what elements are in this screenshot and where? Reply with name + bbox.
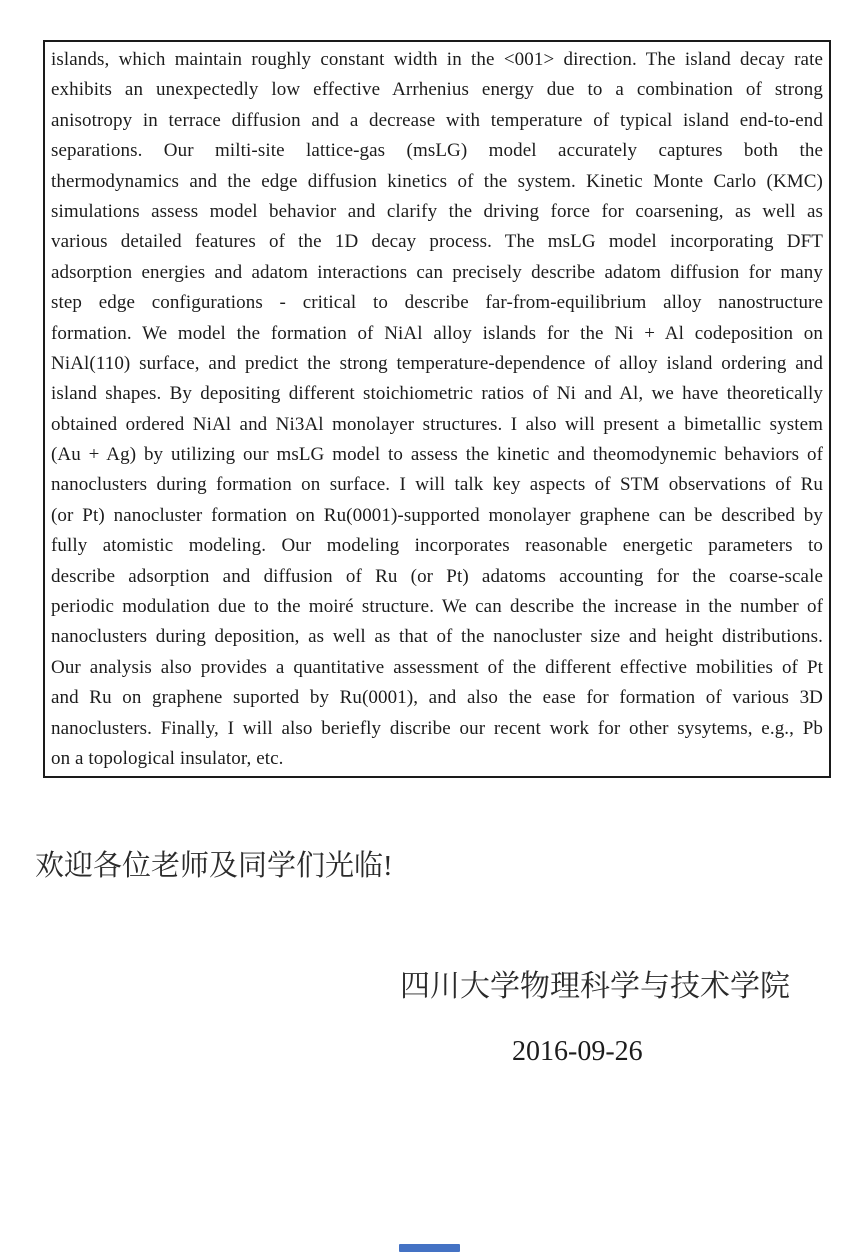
abstract-line: islands, which maintain roughly constant width in the <001> direction. The island decay rate bbox=[51, 49, 823, 70]
abstract-line: island shapes. By depositing different stoichiometric ratios of Ni and Al, we have theoretically bbox=[51, 383, 823, 405]
abstract-line: and Ru on graphene suported by Ru(0001), and also the ease for formation of various 3D bbox=[51, 687, 823, 709]
abstract-line: separations. Our milti-site lattice-gas (msLG) model accurately captures both the bbox=[51, 140, 823, 162]
abstract-line: various detailed features of the 1D decay process. The msLG model incorporating DFT bbox=[51, 231, 823, 253]
date-text: 2016-09-26 bbox=[512, 1036, 643, 1067]
welcome-text: 欢迎各位老师及同学们光临! bbox=[35, 850, 393, 882]
abstract-line: (or Pt) nanocluster formation on Ru(0001)-supported monolayer graphene can be described by bbox=[51, 504, 823, 526]
abstract-line: obtained ordered NiAl and Ni3Al monolayer structures. I also will present a bimetallic system bbox=[51, 413, 823, 435]
abstract-line: exhibits an unexpectedly low effective Arrhenius energy due to a combination of strong bbox=[51, 79, 823, 101]
abstract-line: nanoclusters during formation on surface. I will talk key aspects of STM observations of Ru bbox=[51, 474, 823, 496]
abstract-line: nanoclusters during deposition, as well as that of the nanocluster size and height distributions. bbox=[51, 626, 823, 648]
abstract-line: describe adsorption and diffusion of Ru (or Pt) adatoms accounting for the coarse-scale bbox=[51, 565, 823, 587]
abstract-text bbox=[45, 42, 829, 774]
abstract-line: simulations assess model behavior and clarify the driving force for coarsening, as well as bbox=[51, 200, 823, 222]
abstract-line: on a topological insulator, etc. bbox=[51, 747, 284, 769]
abstract-line: formation. We model the formation of NiAl alloy islands for the Ni + Al codeposition on bbox=[51, 322, 823, 344]
institution-text: 四川大学物理科学与技术学院 bbox=[400, 970, 790, 1003]
abstract-line: (Au + Ag) by utilizing our msLG model to assess the kinetic and theomodynemic behaviors of bbox=[51, 444, 823, 466]
abstract-line: adsorption energies and adatom interactions can precisely describe adatom diffusion for many bbox=[51, 261, 823, 283]
bottom-indicator-bar bbox=[399, 1244, 460, 1252]
abstract-line: NiAl(110) surface, and predict the strong temperature-dependence of alloy island ordering and bbox=[51, 352, 823, 374]
abstract-line: periodic modulation due to the moiré structure. We can describe the increase in the number of bbox=[51, 596, 823, 618]
abstract-line: fully atomistic modeling. Our modeling incorporates reasonable energetic parameters to bbox=[51, 535, 823, 557]
abstract-line: nanoclusters. Finally, I will also beriefly discribe our recent work for other sysytems, e.g., Pb bbox=[51, 717, 823, 739]
abstract-box bbox=[43, 40, 831, 778]
abstract-line: Our analysis also provides a quantitative assessment of the different effective mobilities of Pt bbox=[51, 656, 823, 678]
abstract-line: step edge configurations - critical to describe far-from-equilibrium alloy nanostructure bbox=[51, 292, 823, 314]
abstract-line: thermodynamics and the edge diffusion kinetics of the system. Kinetic Monte Carlo (KMC) bbox=[51, 170, 823, 192]
abstract-line: anisotropy in terrace diffusion and a decrease with temperature of typical island end-to-end bbox=[51, 109, 823, 131]
